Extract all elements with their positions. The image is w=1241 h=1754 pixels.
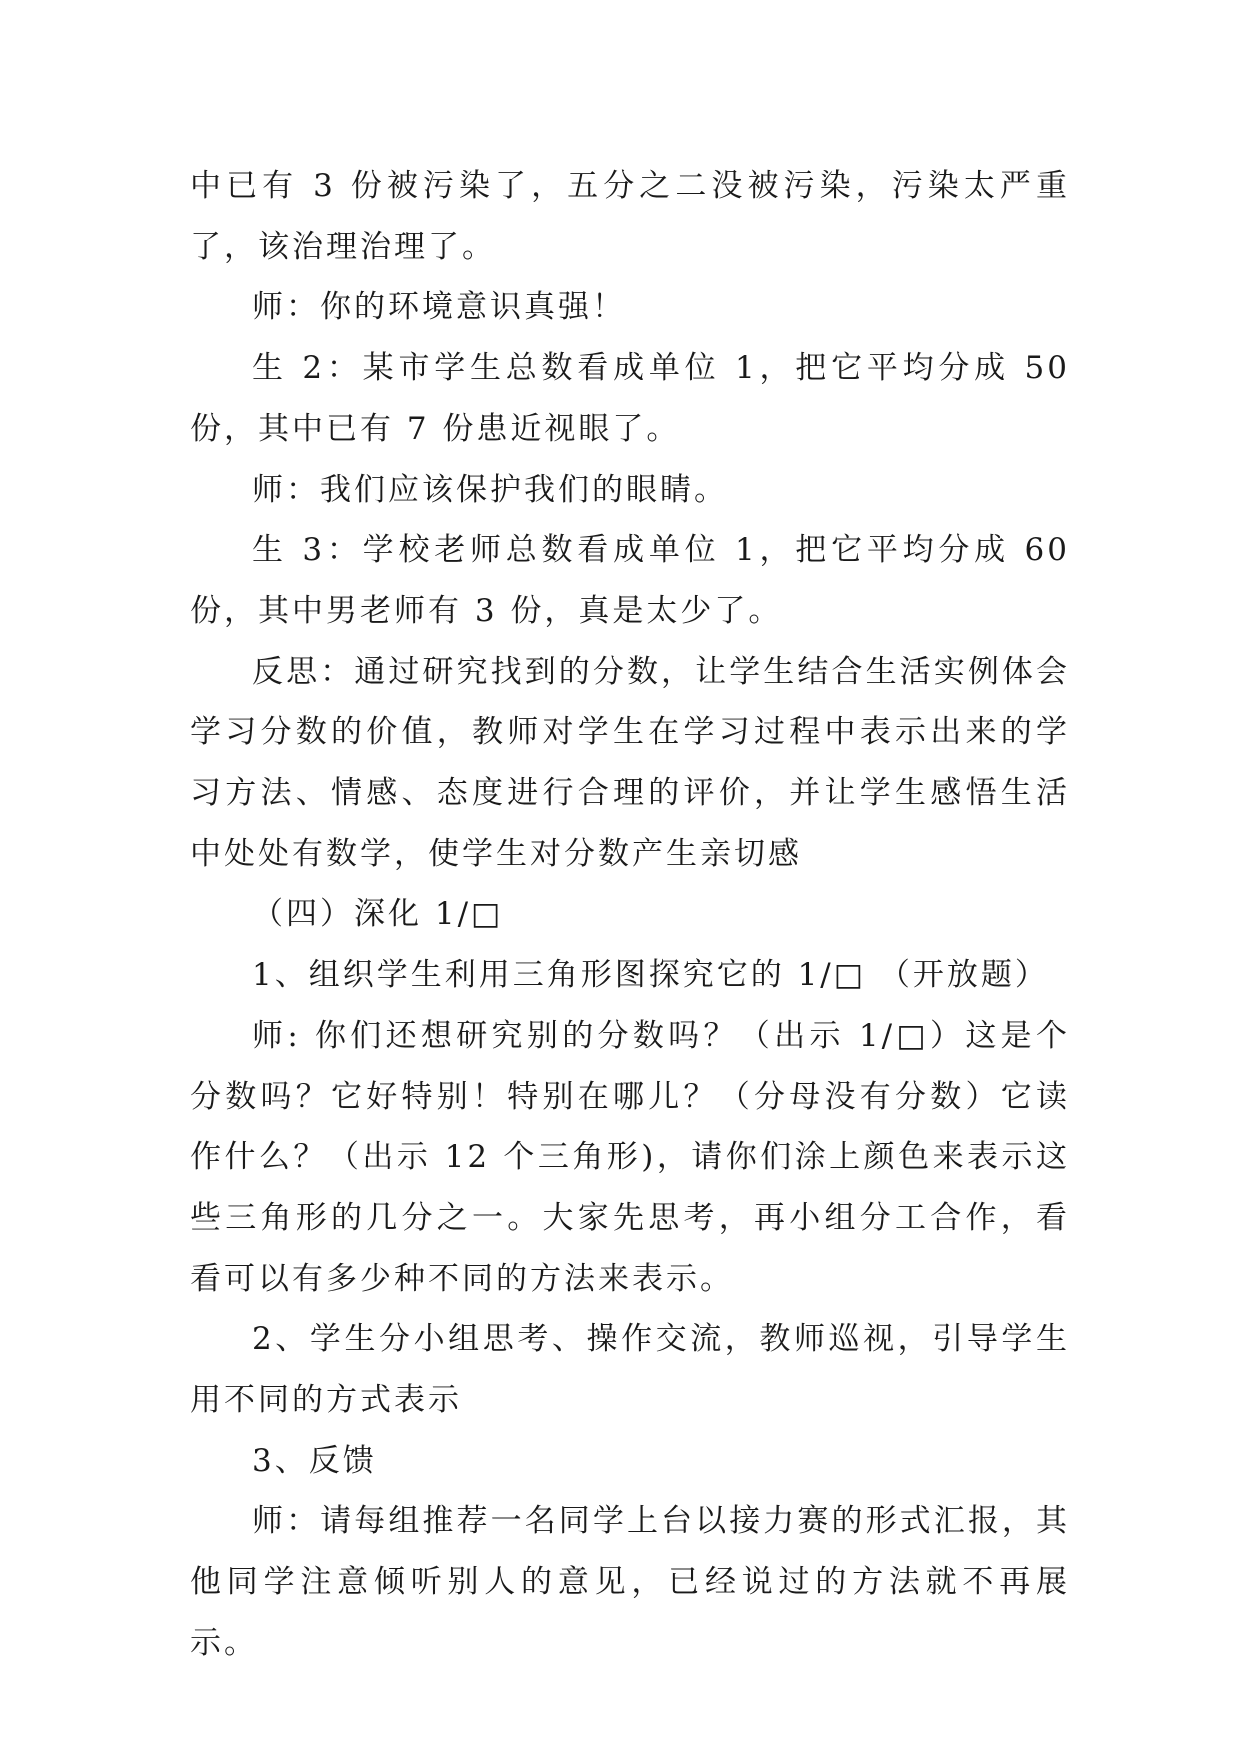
paragraph-reflection: 反思：通过研究找到的分数，让学生结合生活实例体会学习分数的价值，教师对学生在学习过程中表示出来的学习方法、情感、态度进行合理的评价，并让学生感悟生活中处处有数学，使学生对分数产生亲切感: [190, 653, 1070, 872]
paragraph-teacher-reply-2: 师：我们应该保护我们的眼睛。: [252, 471, 728, 508]
paragraph-teacher-reply-1: 师：你的环境意识真强！: [252, 289, 626, 326]
paragraph-teacher-feedback: 师：请每组推荐一名同学上台以接力赛的形式汇报，其他同学注意倾听别人的意见，已经说过的方法就不再展示。: [190, 1503, 1070, 1661]
section-heading-4: （四）深化 1/□: [252, 896, 504, 933]
paragraph-student-3: 生 3：学校老师总数看成单位 1，把它平均分成 60 份，其中男老师有 3 份，真是太少了。: [190, 532, 1070, 629]
step-2: 2、学生分小组思考、操作交流，教师巡视，引导学生用不同的方式表示: [190, 1321, 1070, 1419]
paragraph-student-2: 生 2：某市学生总数看成单位 1，把它平均分成 50 份，其中已有 7 份患近视眼了。: [190, 350, 1070, 447]
document-body: [190, 156, 1070, 1674]
step-3: 3、反馈: [252, 1442, 377, 1479]
step-1: 1、组织学生利用三角形图探究它的 1/□ （开放题）: [252, 957, 1049, 994]
paragraph-continuation: 中已有 3 份被污染了，五分之二没被污染，污染太严重了，该治理治理了。: [190, 168, 1070, 265]
paragraph-teacher-question: 师: 你们还想研究别的分数吗？（出示 1/□）这是个分数吗？它好特别！特别在哪儿？（分母没有分数）它读作什么？（出示 12 个三角形)，请你们涂上颜色来表示这些三角形的几分之一。大家先思考，再小组分工合作，看看可以有多少种不同的方法来表示。: [190, 1017, 1070, 1297]
